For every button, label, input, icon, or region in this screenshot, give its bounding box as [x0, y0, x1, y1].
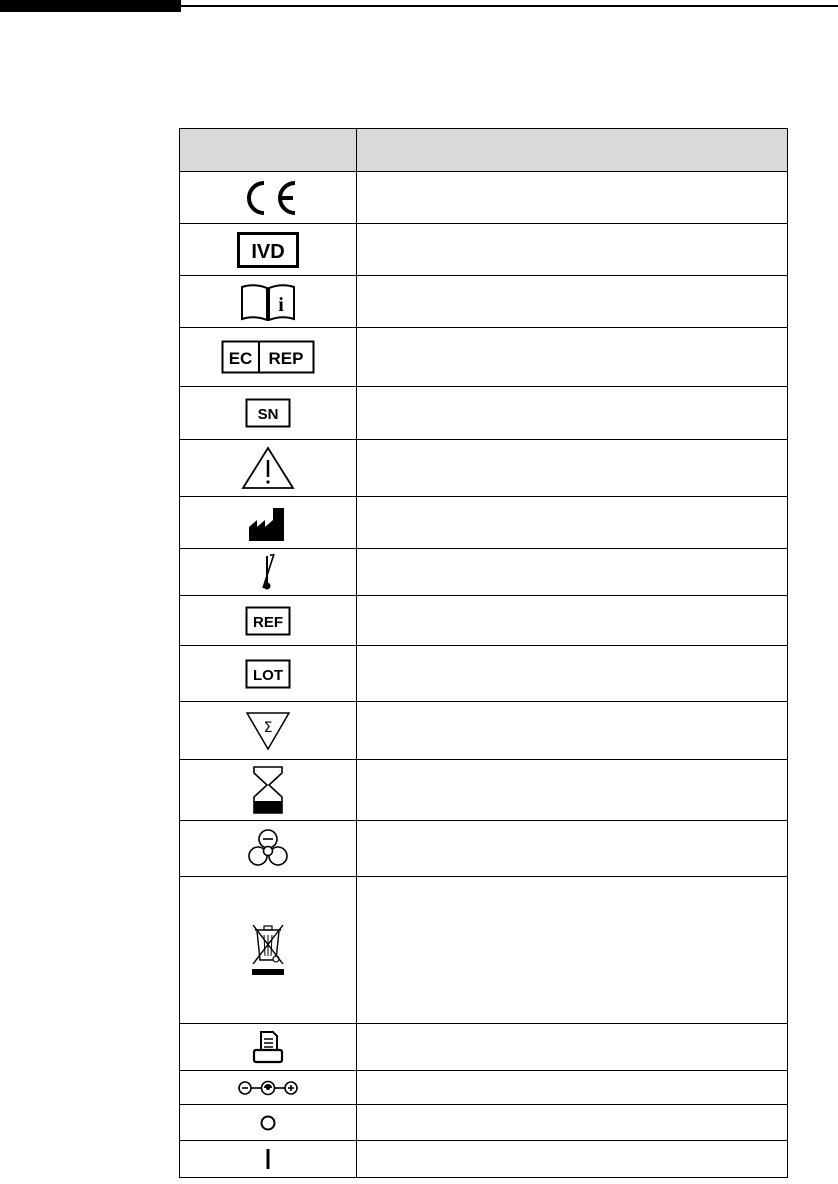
table-row [180, 760, 788, 821]
symbol-description [357, 702, 788, 760]
table-row [180, 1105, 788, 1141]
power-off-icon [180, 1114, 356, 1132]
temperature-limit-icon [180, 552, 356, 592]
table-row [180, 646, 788, 702]
svg-text:IVD: IVD [251, 240, 285, 263]
header-bar-thick [0, 0, 181, 12]
description-column-header [357, 129, 788, 172]
ref-icon [180, 606, 356, 636]
table-row [180, 596, 788, 646]
svg-text:LOT: LOT [253, 666, 283, 684]
biohazard-icon [180, 827, 356, 871]
ivd-icon [180, 232, 356, 268]
symbol-description [357, 646, 788, 702]
table-row [180, 440, 788, 497]
header-rule [181, 5, 838, 7]
symbol-description [357, 549, 788, 596]
symbol-description [357, 224, 788, 276]
symbols-table [179, 128, 788, 1178]
symbol-description [357, 760, 788, 821]
symbol-description [357, 1105, 788, 1141]
caution-icon [180, 446, 356, 490]
table-row [180, 1071, 788, 1105]
dc-polarity-icon [180, 1079, 356, 1097]
printer-icon [180, 1030, 356, 1064]
table-row [180, 224, 788, 276]
symbol-description [357, 1141, 788, 1178]
table-row [180, 702, 788, 760]
svg-text:EC: EC [228, 349, 253, 368]
symbol-description [357, 1071, 788, 1105]
table-row [180, 172, 788, 224]
symbol-description [357, 1024, 788, 1071]
symbol-description [357, 821, 788, 877]
svg-text:SN: SN [257, 406, 279, 423]
manufacturer-icon [180, 504, 356, 542]
power-on-icon [180, 1147, 356, 1171]
symbol-description [357, 276, 788, 328]
lot-icon [180, 659, 356, 689]
table-row [180, 549, 788, 596]
symbol-description [357, 440, 788, 497]
use-by-date-icon [180, 765, 356, 815]
table-header-row [180, 129, 788, 172]
table-row [180, 1141, 788, 1178]
weee-disposal-icon [180, 922, 356, 978]
table-row [180, 1024, 788, 1071]
serial-number-icon [180, 398, 356, 428]
table-row [180, 877, 788, 1024]
table-row [180, 821, 788, 877]
sufficient-for-tests-icon [180, 711, 356, 751]
symbol-description [357, 328, 788, 387]
symbol-description [357, 877, 788, 1024]
table-row [180, 387, 788, 440]
symbol-description [357, 387, 788, 440]
consult-instructions-icon [180, 283, 356, 321]
ec-rep-icon [180, 340, 356, 374]
symbol-description [357, 497, 788, 549]
svg-text:i: i [278, 293, 284, 316]
svg-text:REF: REF [253, 613, 283, 631]
svg-text:REP: REP [268, 349, 304, 368]
symbol-description [357, 172, 788, 224]
symbol-description [357, 596, 788, 646]
table-row [180, 497, 788, 549]
table-row [180, 276, 788, 328]
ce-mark-icon [180, 180, 356, 216]
symbol-column-header [180, 129, 357, 172]
svg-text:Σ: Σ [263, 719, 273, 736]
table-row [180, 328, 788, 387]
